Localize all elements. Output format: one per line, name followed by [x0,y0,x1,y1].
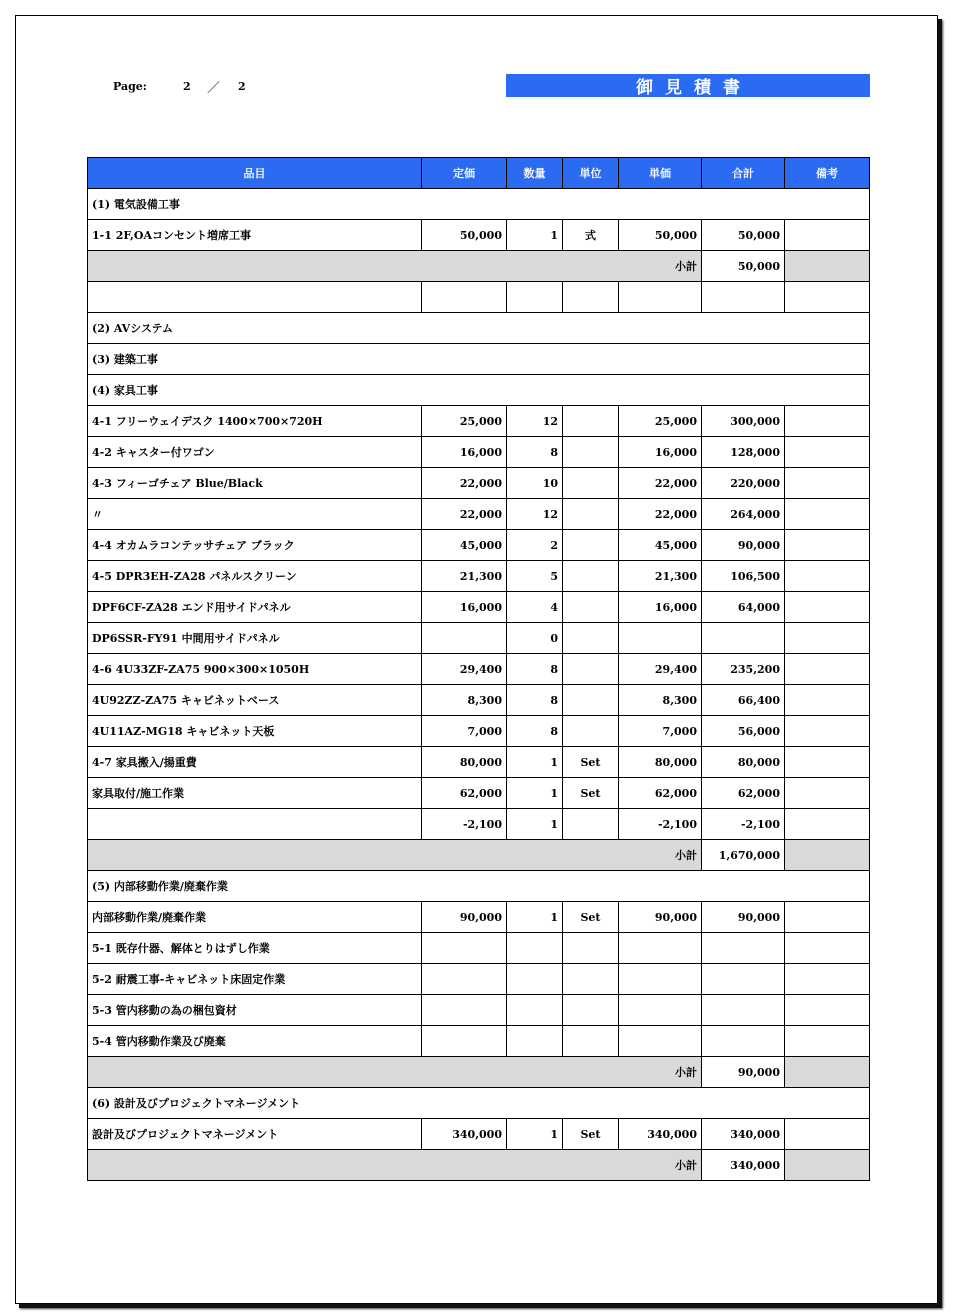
total-cell: 90,000 [702,902,785,933]
quantity-cell: 8 [507,654,563,685]
quantity-cell: 4 [507,592,563,623]
table-row [88,499,870,530]
unit-price-cell: 16,000 [619,592,702,623]
total-cell [702,964,785,995]
table-row [88,406,870,437]
quantity-cell: 8 [507,437,563,468]
section-label: (5) 内部移動作業/廃棄作業 [88,871,870,902]
unit-cell [563,437,619,468]
table-row [88,964,870,995]
section-row [88,1088,870,1119]
page-label: Page: [113,80,147,93]
subtotal-label: 小計 [88,251,702,282]
quantity-cell [507,933,563,964]
subtotal-row [88,251,870,282]
unit-cell [563,530,619,561]
section-label: (2) AVシステム [88,313,870,344]
unit-price-cell [619,995,702,1026]
unit-cell: Set [563,747,619,778]
quantity-cell: 5 [507,561,563,592]
section-label: (4) 家具工事 [88,375,870,406]
note-cell [785,406,870,437]
section-row [88,344,870,375]
note-cell [785,964,870,995]
table-row [88,530,870,561]
section-label: (6) 設計及びプロジェクトマネージメント [88,1088,870,1119]
unit-cell [563,406,619,437]
quantity-cell: 1 [507,220,563,251]
list-price-cell: 22,000 [422,468,507,499]
item-name-cell: 〃 [88,499,422,530]
subtotal-value: 90,000 [702,1057,785,1088]
table-row [88,747,870,778]
unit-cell [563,592,619,623]
table-row [88,778,870,809]
quantity-cell: 1 [507,809,563,840]
unit-price-cell: 340,000 [619,1119,702,1150]
list-price-cell: 16,000 [422,437,507,468]
item-name-cell: 4-2 キャスター付ワゴン [88,437,422,468]
item-name-cell: 4-7 家具搬入/揚重費 [88,747,422,778]
item-name-cell [88,809,422,840]
subtotal-label: 小計 [88,1057,702,1088]
note-cell [785,530,870,561]
unit-price-cell [619,933,702,964]
unit-cell [563,499,619,530]
total-cell: 64,000 [702,592,785,623]
table-header-row [88,158,870,189]
note-cell [785,747,870,778]
table-row [88,1119,870,1150]
unit-cell [563,995,619,1026]
table-row [88,220,870,251]
list-price-cell: 80,000 [422,747,507,778]
subtotal-row [88,840,870,871]
note-cell [785,437,870,468]
unit-cell [563,685,619,716]
column-header-item: 品目 [88,158,422,189]
unit-price-cell: 8,300 [619,685,702,716]
column-header-note: 備考 [785,158,870,189]
section-label: (1) 電気設備工事 [88,189,870,220]
item-name-cell: DPF6CF-ZA28 エンド用サイドパネル [88,592,422,623]
total-cell: 128,000 [702,437,785,468]
subtotal-note [785,840,870,871]
item-name-cell: 1-1 2F,OAコンセント増席工事 [88,220,422,251]
unit-price-cell: -2,100 [619,809,702,840]
table-row [88,654,870,685]
note-cell [785,716,870,747]
column-header-list-price: 定価 [422,158,507,189]
total-cell [702,623,785,654]
table-row [88,592,870,623]
list-price-cell: 340,000 [422,1119,507,1150]
subtotal-value: 1,670,000 [702,840,785,871]
subtotal-value: 50,000 [702,251,785,282]
note-cell [785,623,870,654]
quantity-cell: 12 [507,499,563,530]
list-price-cell [422,933,507,964]
column-header-unit: 単位 [563,158,619,189]
table-row [88,561,870,592]
unit-price-cell: 25,000 [619,406,702,437]
list-price-cell: 21,300 [422,561,507,592]
list-price-cell: 16,000 [422,592,507,623]
unit-cell [563,809,619,840]
unit-cell [563,561,619,592]
total-cell [702,933,785,964]
quantity-cell [507,1026,563,1057]
subtotal-label: 小計 [88,840,702,871]
unit-cell [563,623,619,654]
list-price-cell: 25,000 [422,406,507,437]
unit-cell [563,282,619,313]
item-name-cell: 設計及びプロジェクトマネージメント [88,1119,422,1150]
list-price-cell: 90,000 [422,902,507,933]
unit-price-cell: 22,000 [619,499,702,530]
subtotal-note [785,251,870,282]
unit-price-cell: 29,400 [619,654,702,685]
unit-cell [563,964,619,995]
table-row [88,716,870,747]
item-name-cell: 4-5 DPR3EH-ZA28 パネルスクリーン [88,561,422,592]
total-cell: 235,200 [702,654,785,685]
item-name-cell: DP6SSR-FY91 中間用サイドパネル [88,623,422,654]
total-cell: 66,400 [702,685,785,716]
page-separator: ／ [207,81,221,96]
quantity-cell: 2 [507,530,563,561]
list-price-cell: 62,000 [422,778,507,809]
table-row [88,282,870,313]
unit-cell: 式 [563,220,619,251]
column-header-unit-price: 単価 [619,158,702,189]
unit-price-cell: 62,000 [619,778,702,809]
total-cell: 80,000 [702,747,785,778]
item-name-cell: 4U11AZ-MG18 キャビネット天板 [88,716,422,747]
list-price-cell: 8,300 [422,685,507,716]
page-current: 2 [183,80,191,93]
note-cell [785,561,870,592]
subtotal-note [785,1057,870,1088]
table-row [88,809,870,840]
note-cell [785,220,870,251]
unit-cell [563,468,619,499]
list-price-cell [422,282,507,313]
quantity-cell: 1 [507,902,563,933]
list-price-cell: 29,400 [422,654,507,685]
item-name-cell: 4-3 フィーゴチェア Blue/Black [88,468,422,499]
quantity-cell [507,995,563,1026]
unit-price-cell: 16,000 [619,437,702,468]
unit-cell [563,654,619,685]
quantity-cell: 1 [507,778,563,809]
quantity-cell: 1 [507,747,563,778]
note-cell [785,468,870,499]
note-cell [785,654,870,685]
quantity-cell: 1 [507,1119,563,1150]
total-cell [702,995,785,1026]
quantity-cell [507,282,563,313]
item-name-cell: 5-4 管内移動作業及び廃棄 [88,1026,422,1057]
table-row [88,902,870,933]
note-cell [785,1119,870,1150]
list-price-cell [422,623,507,654]
note-cell [785,282,870,313]
unit-price-cell: 50,000 [619,220,702,251]
total-cell: 90,000 [702,530,785,561]
item-name-cell: 5-3 管内移動の為の梱包資材 [88,995,422,1026]
unit-price-cell [619,964,702,995]
unit-price-cell: 7,000 [619,716,702,747]
item-name-cell: 家具取付/施工作業 [88,778,422,809]
unit-cell: Set [563,778,619,809]
total-cell: -2,100 [702,809,785,840]
note-cell [785,685,870,716]
item-name-cell: 4-6 4U33ZF-ZA75 900×300×1050H [88,654,422,685]
quantity-cell [507,964,563,995]
list-price-cell [422,995,507,1026]
unit-price-cell: 80,000 [619,747,702,778]
unit-price-cell: 21,300 [619,561,702,592]
document-title: 御見積書 [506,74,870,97]
section-row [88,189,870,220]
note-cell [785,778,870,809]
quantity-cell: 0 [507,623,563,654]
list-price-cell: 45,000 [422,530,507,561]
unit-cell: Set [563,1119,619,1150]
quantity-cell: 8 [507,716,563,747]
subtotal-value: 340,000 [702,1150,785,1181]
quantity-cell: 12 [507,406,563,437]
unit-price-cell [619,282,702,313]
note-cell [785,592,870,623]
item-name-cell: 5-2 耐震工事-キャビネット床固定作業 [88,964,422,995]
unit-cell [563,716,619,747]
table-body [88,189,870,1181]
list-price-cell: 22,000 [422,499,507,530]
unit-price-cell [619,623,702,654]
note-cell [785,902,870,933]
total-cell: 50,000 [702,220,785,251]
list-price-cell [422,1026,507,1057]
item-name-cell [88,282,422,313]
unit-price-cell [619,1026,702,1057]
note-cell [785,499,870,530]
subtotal-row [88,1057,870,1088]
subtotal-note [785,1150,870,1181]
table-row [88,1026,870,1057]
list-price-cell: 50,000 [422,220,507,251]
quote-table [87,157,870,1181]
total-cell: 106,500 [702,561,785,592]
item-name-cell: 内部移動作業/廃棄作業 [88,902,422,933]
list-price-cell: 7,000 [422,716,507,747]
note-cell [785,1026,870,1057]
item-name-cell: 5-1 既存什器、解体とりはずし作業 [88,933,422,964]
total-cell: 62,000 [702,778,785,809]
column-header-total: 合計 [702,158,785,189]
item-name-cell: 4-4 オカムラコンテッサチェア ブラック [88,530,422,561]
note-cell [785,933,870,964]
page-total: 2 [238,80,246,93]
total-cell: 264,000 [702,499,785,530]
total-cell: 300,000 [702,406,785,437]
item-name-cell: 4-1 フリーウェイデスク 1400×700×720H [88,406,422,437]
unit-price-cell: 90,000 [619,902,702,933]
note-cell [785,809,870,840]
note-cell [785,995,870,1026]
table-row [88,933,870,964]
quantity-cell: 8 [507,685,563,716]
total-cell [702,1026,785,1057]
unit-price-cell: 22,000 [619,468,702,499]
unit-cell: Set [563,902,619,933]
section-row [88,871,870,902]
subtotal-label: 小計 [88,1150,702,1181]
total-cell: 56,000 [702,716,785,747]
total-cell: 220,000 [702,468,785,499]
table-row [88,995,870,1026]
item-name-cell: 4U92ZZ-ZA75 キャビネットベース [88,685,422,716]
unit-price-cell: 45,000 [619,530,702,561]
quantity-cell: 10 [507,468,563,499]
table-row [88,468,870,499]
total-cell: 340,000 [702,1119,785,1150]
list-price-cell [422,964,507,995]
table-row [88,437,870,468]
column-header-quantity: 数量 [507,158,563,189]
subtotal-row [88,1150,870,1181]
list-price-cell: -2,100 [422,809,507,840]
unit-cell [563,933,619,964]
section-row [88,313,870,344]
table-row [88,685,870,716]
total-cell [702,282,785,313]
section-row [88,375,870,406]
table-row [88,623,870,654]
section-label: (3) 建築工事 [88,344,870,375]
unit-cell [563,1026,619,1057]
